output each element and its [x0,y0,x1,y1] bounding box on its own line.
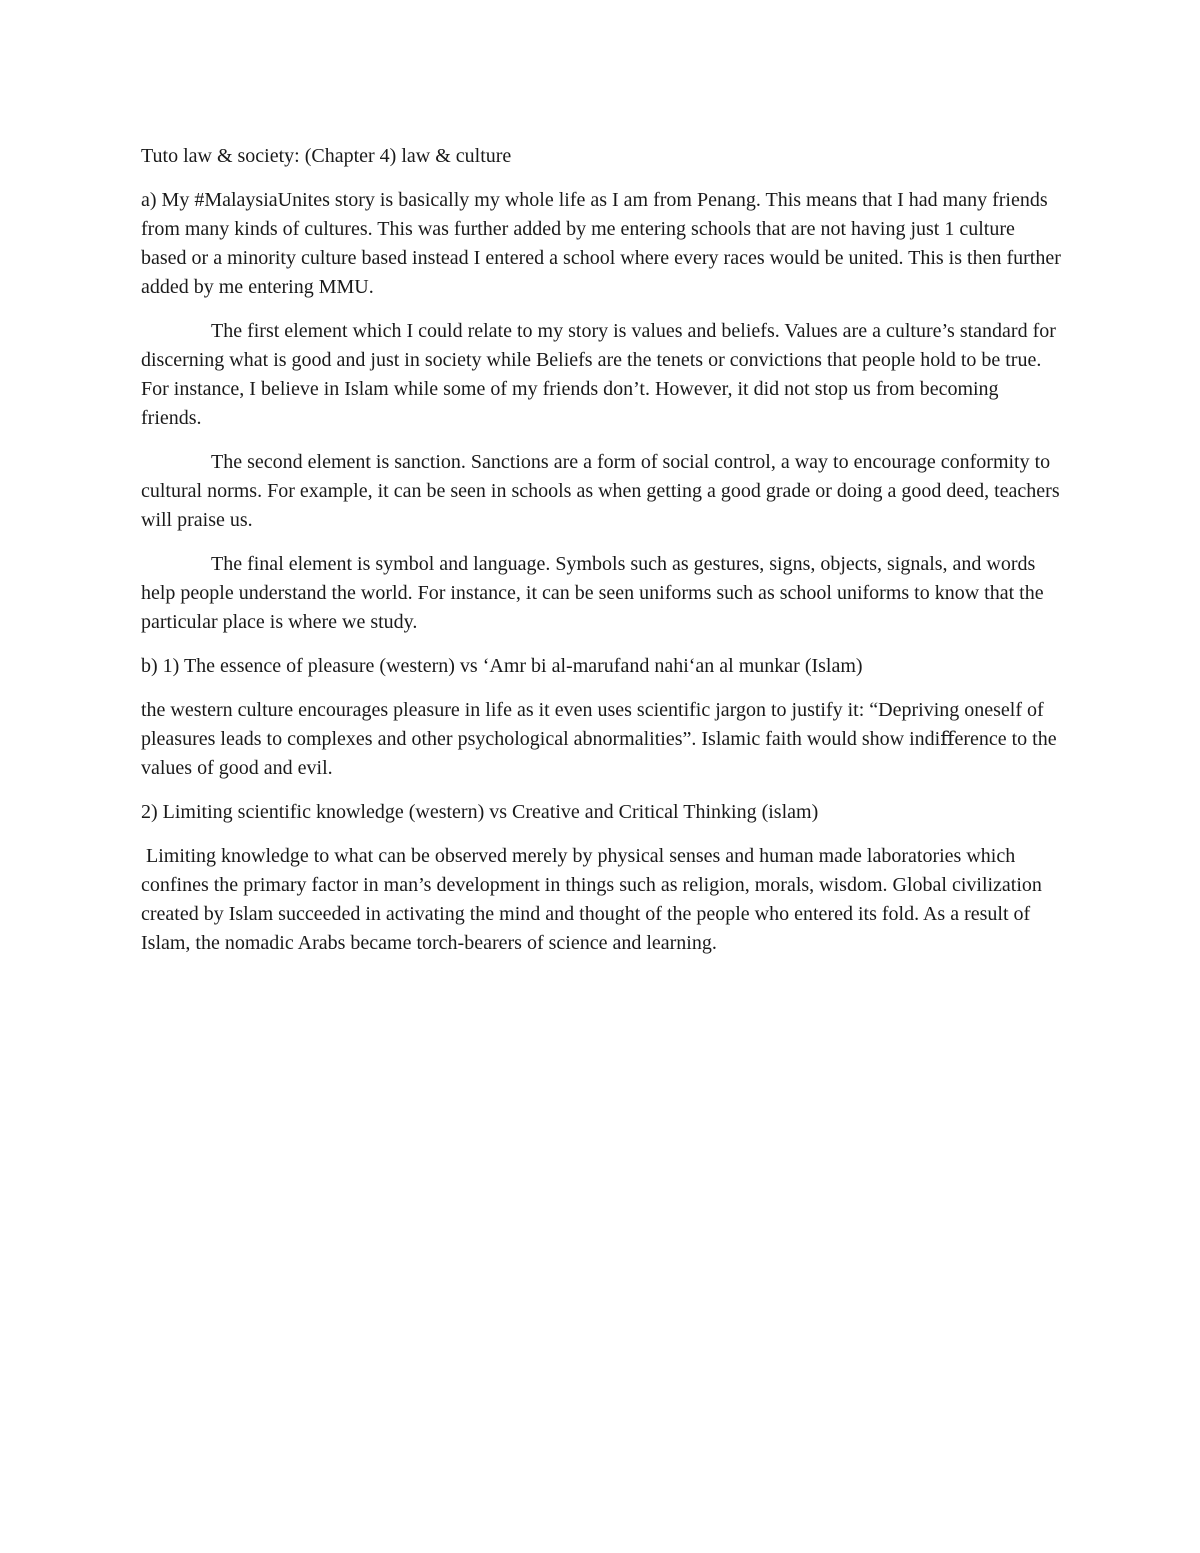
paragraph-limiting-knowledge: Limiting knowledge to what can be observed merely by physical senses and human made laboratories which confines the primary factor in man’s development in things such as religion, morals, wisdom. Global civilization created by Islam succeeded in activating the mind and thought of the people who entered its fold. As a result of Islam, the nomadic Arabs became torch-bearers of science and learning. [141,845,1047,954]
paragraph-western-pleasure: the western culture encourages pleasure in life as it even uses scientific jargon to justify it: “Depriving oneself of pleasures leads to complexes and other psychological abnormalities”. Islamic faith would show indiﬀerence to the values of good and evil. [141,699,1057,779]
document-page [141,142,1061,973]
heading-b1-pleasure: b) 1) The essence of pleasure (western) vs ‘Amr bi al-marufand nahi‘an al munkar (Islam) [141,655,863,677]
paragraph-a-story: a) My #MalaysiaUnites story is basically my whole life as I am from Penang. This means that I had many friends from many kinds of cultures. This was further added by me entering schools that are not having just 1 culture based or a minority culture based instead I entered a school where every races would be united. This is then further added by me entering MMU. [141,189,1061,298]
paragraph-values-beliefs: The first element which I could relate to my story is values and beliefs. Values are a culture’s standard for discerning what is good and just in society while Beliefs are the tenets or convictions that people hold to be true. For instance, I believe in Islam while some of my friends don’t. However, it did not stop us from becoming friends. [141,320,1056,429]
document-title: Tuto law & society: (Chapter 4) law & culture [141,145,512,167]
paragraph-symbol-language: The final element is symbol and language. Symbols such as gestures, signs, objects, signals, and words help people understand the world. For instance, it can be seen uniforms such as school uniforms to know that the particular place is where we study. [141,553,1044,633]
paragraph-sanction: The second element is sanction. Sanctions are a form of social control, a way to encourage conformity to cultural norms. For example, it can be seen in schools as when getting a good grade or doing a good deed, teachers will praise us. [141,451,1060,531]
heading-b2-knowledge: 2) Limiting scientific knowledge (western) vs Creative and Critical Thinking (islam) [141,801,819,823]
